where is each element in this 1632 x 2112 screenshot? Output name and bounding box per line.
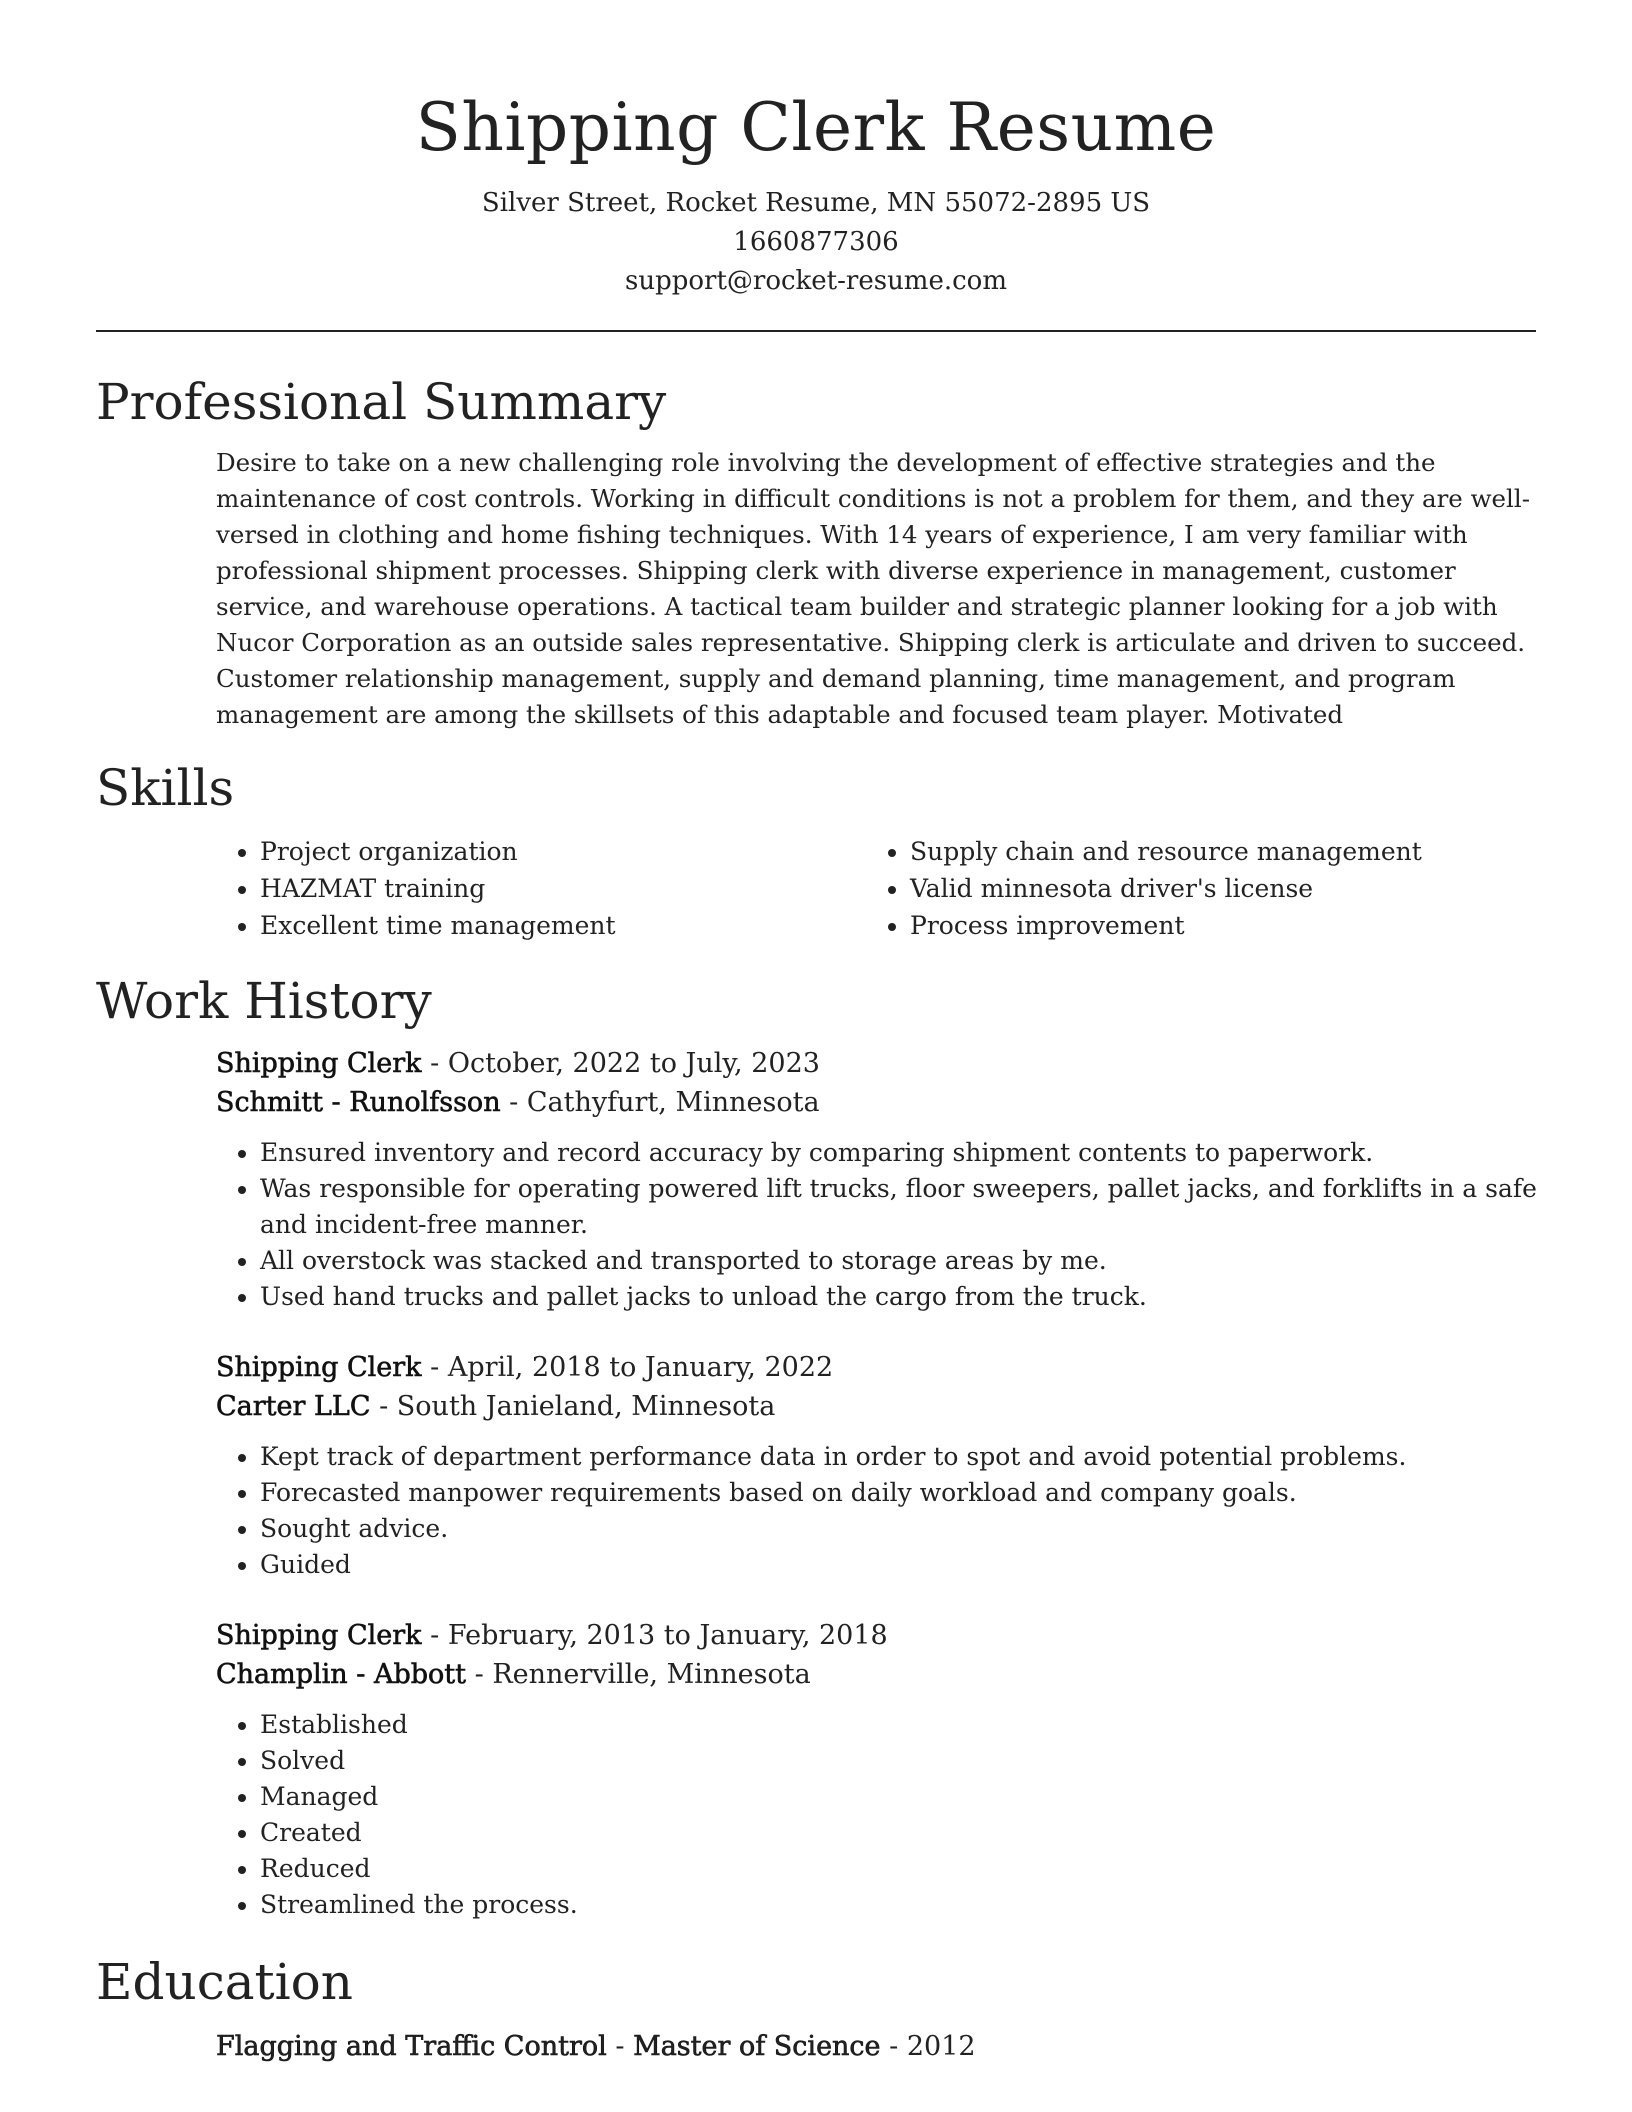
job-dates: April, 2018 to January, 2022 [447, 1352, 834, 1383]
job-dates: October, 2022 to July, 2023 [447, 1048, 820, 1079]
job-entry [216, 1044, 1536, 1315]
job-title-line [216, 1616, 1536, 1655]
duty-item: • Created [260, 1815, 1546, 1851]
contact-address: Silver Street, Rocket Resume, MN 55072-2895 US [481, 188, 1151, 218]
job-duties [216, 1439, 1546, 1583]
job-title-line [216, 1044, 1536, 1083]
job-company: Champlin - Abbott [216, 1659, 467, 1690]
separator: - [606, 2031, 634, 2062]
job-title: Shipping Clerk [216, 1620, 422, 1651]
separator: - [370, 1391, 397, 1422]
skills-column-left [216, 833, 866, 944]
skill-item: • Process improvement [910, 907, 1516, 944]
job-title: Shipping Clerk [216, 1352, 422, 1383]
duty-item: • Guided [260, 1547, 1546, 1583]
duty-item: • All overstock was stacked and transported to storage areas by me. [260, 1243, 1546, 1279]
duty-item: • Managed [260, 1779, 1546, 1815]
skills-column-right [866, 833, 1516, 944]
skills-heading: Skills [96, 759, 235, 817]
contact-block [96, 184, 1536, 301]
skills-list [216, 833, 1536, 944]
job-company-line [216, 1387, 1536, 1426]
skill-item: • Valid minnesota driver's license [910, 870, 1516, 907]
header-divider [96, 330, 1536, 332]
job-dates: February, 2013 to January, 2018 [447, 1620, 888, 1651]
work-history-heading: Work History [96, 972, 432, 1030]
resume-title: Shipping Clerk Resume [415, 89, 1217, 166]
duty-item: • Reduced [260, 1851, 1546, 1887]
skill-item: • HAZMAT training [260, 870, 866, 907]
education-entry [216, 2027, 1536, 2066]
job-company: Schmitt - Runolfsson [216, 1087, 501, 1118]
job-location: Cathyfurt, Minnesota [526, 1087, 820, 1118]
contact-email: support@rocket-resume.com [624, 266, 1007, 296]
skill-item: • Supply chain and resource management [910, 833, 1516, 870]
duty-item: • Kept track of department performance data in order to spot and avoid potential problems. [260, 1439, 1546, 1475]
duty-item: • Was responsible for operating powered lift trucks, floor sweepers, pallet jacks, and forklifts in a safe and incident-free manner. [260, 1171, 1546, 1243]
duty-item: • Streamlined the process. [260, 1887, 1546, 1923]
separator: - [421, 1048, 448, 1079]
job-company: Carter LLC [216, 1391, 371, 1422]
skill-item: • Project organization [260, 833, 866, 870]
education-heading: Education [96, 1953, 353, 2011]
education-year: 2012 [906, 2031, 976, 2062]
job-location: South Janieland, Minnesota [396, 1391, 776, 1422]
separator: - [421, 1352, 448, 1383]
contact-phone: 1660877306 [733, 227, 899, 257]
separator: - [500, 1087, 527, 1118]
work-history-list [216, 1044, 1536, 1923]
summary-text: Desire to take on a new challenging role involving the development of effective strategies and the maintenance of cost controls. Working in difficult conditions is not a problem for them, and they are well-versed in clothing and home fishing techniques. With 14 years of experience, I am very familiar with professional shipment processes. Shipping clerk with diverse experience in management, customer service, and warehouse operations. A tactical team builder and strategic planner looking for a job with Nucor Corporation as an outside sales representative. Shipping clerk is articulate and driven to succeed. Customer relationship management, supply and demand planning, time management, and program management are among the skillsets of this adaptable and focused team player. Motivated [216, 448, 1531, 729]
job-duties [216, 1135, 1546, 1315]
job-entry [216, 1616, 1536, 1923]
job-title: Shipping Clerk [216, 1048, 422, 1079]
job-entry [216, 1348, 1536, 1583]
education-degree: Master of Science [633, 2031, 881, 2062]
job-title-line [216, 1348, 1536, 1387]
job-location: Rennerville, Minnesota [492, 1659, 811, 1690]
job-company-line [216, 1655, 1536, 1694]
separator: - [466, 1659, 493, 1690]
duty-item: • Ensured inventory and record accuracy by comparing shipment contents to paperwork. [260, 1135, 1546, 1171]
resume-page [96, 0, 1536, 2066]
duty-item: • Established [260, 1707, 1546, 1743]
duty-item: • Sought advice. [260, 1511, 1546, 1547]
duty-item: • Solved [260, 1743, 1546, 1779]
duty-item: • Used hand trucks and pallet jacks to unload the cargo from the truck. [260, 1279, 1546, 1315]
skill-item: • Excellent time management [260, 907, 866, 944]
separator: - [421, 1620, 448, 1651]
summary-heading: Professional Summary [96, 373, 667, 431]
separator: - [880, 2031, 907, 2062]
duty-item: • Forecasted manpower requirements based on daily workload and company goals. [260, 1475, 1546, 1511]
job-duties [216, 1707, 1546, 1923]
education-program: Flagging and Traffic Control [216, 2031, 607, 2062]
job-company-line [216, 1083, 1536, 1122]
